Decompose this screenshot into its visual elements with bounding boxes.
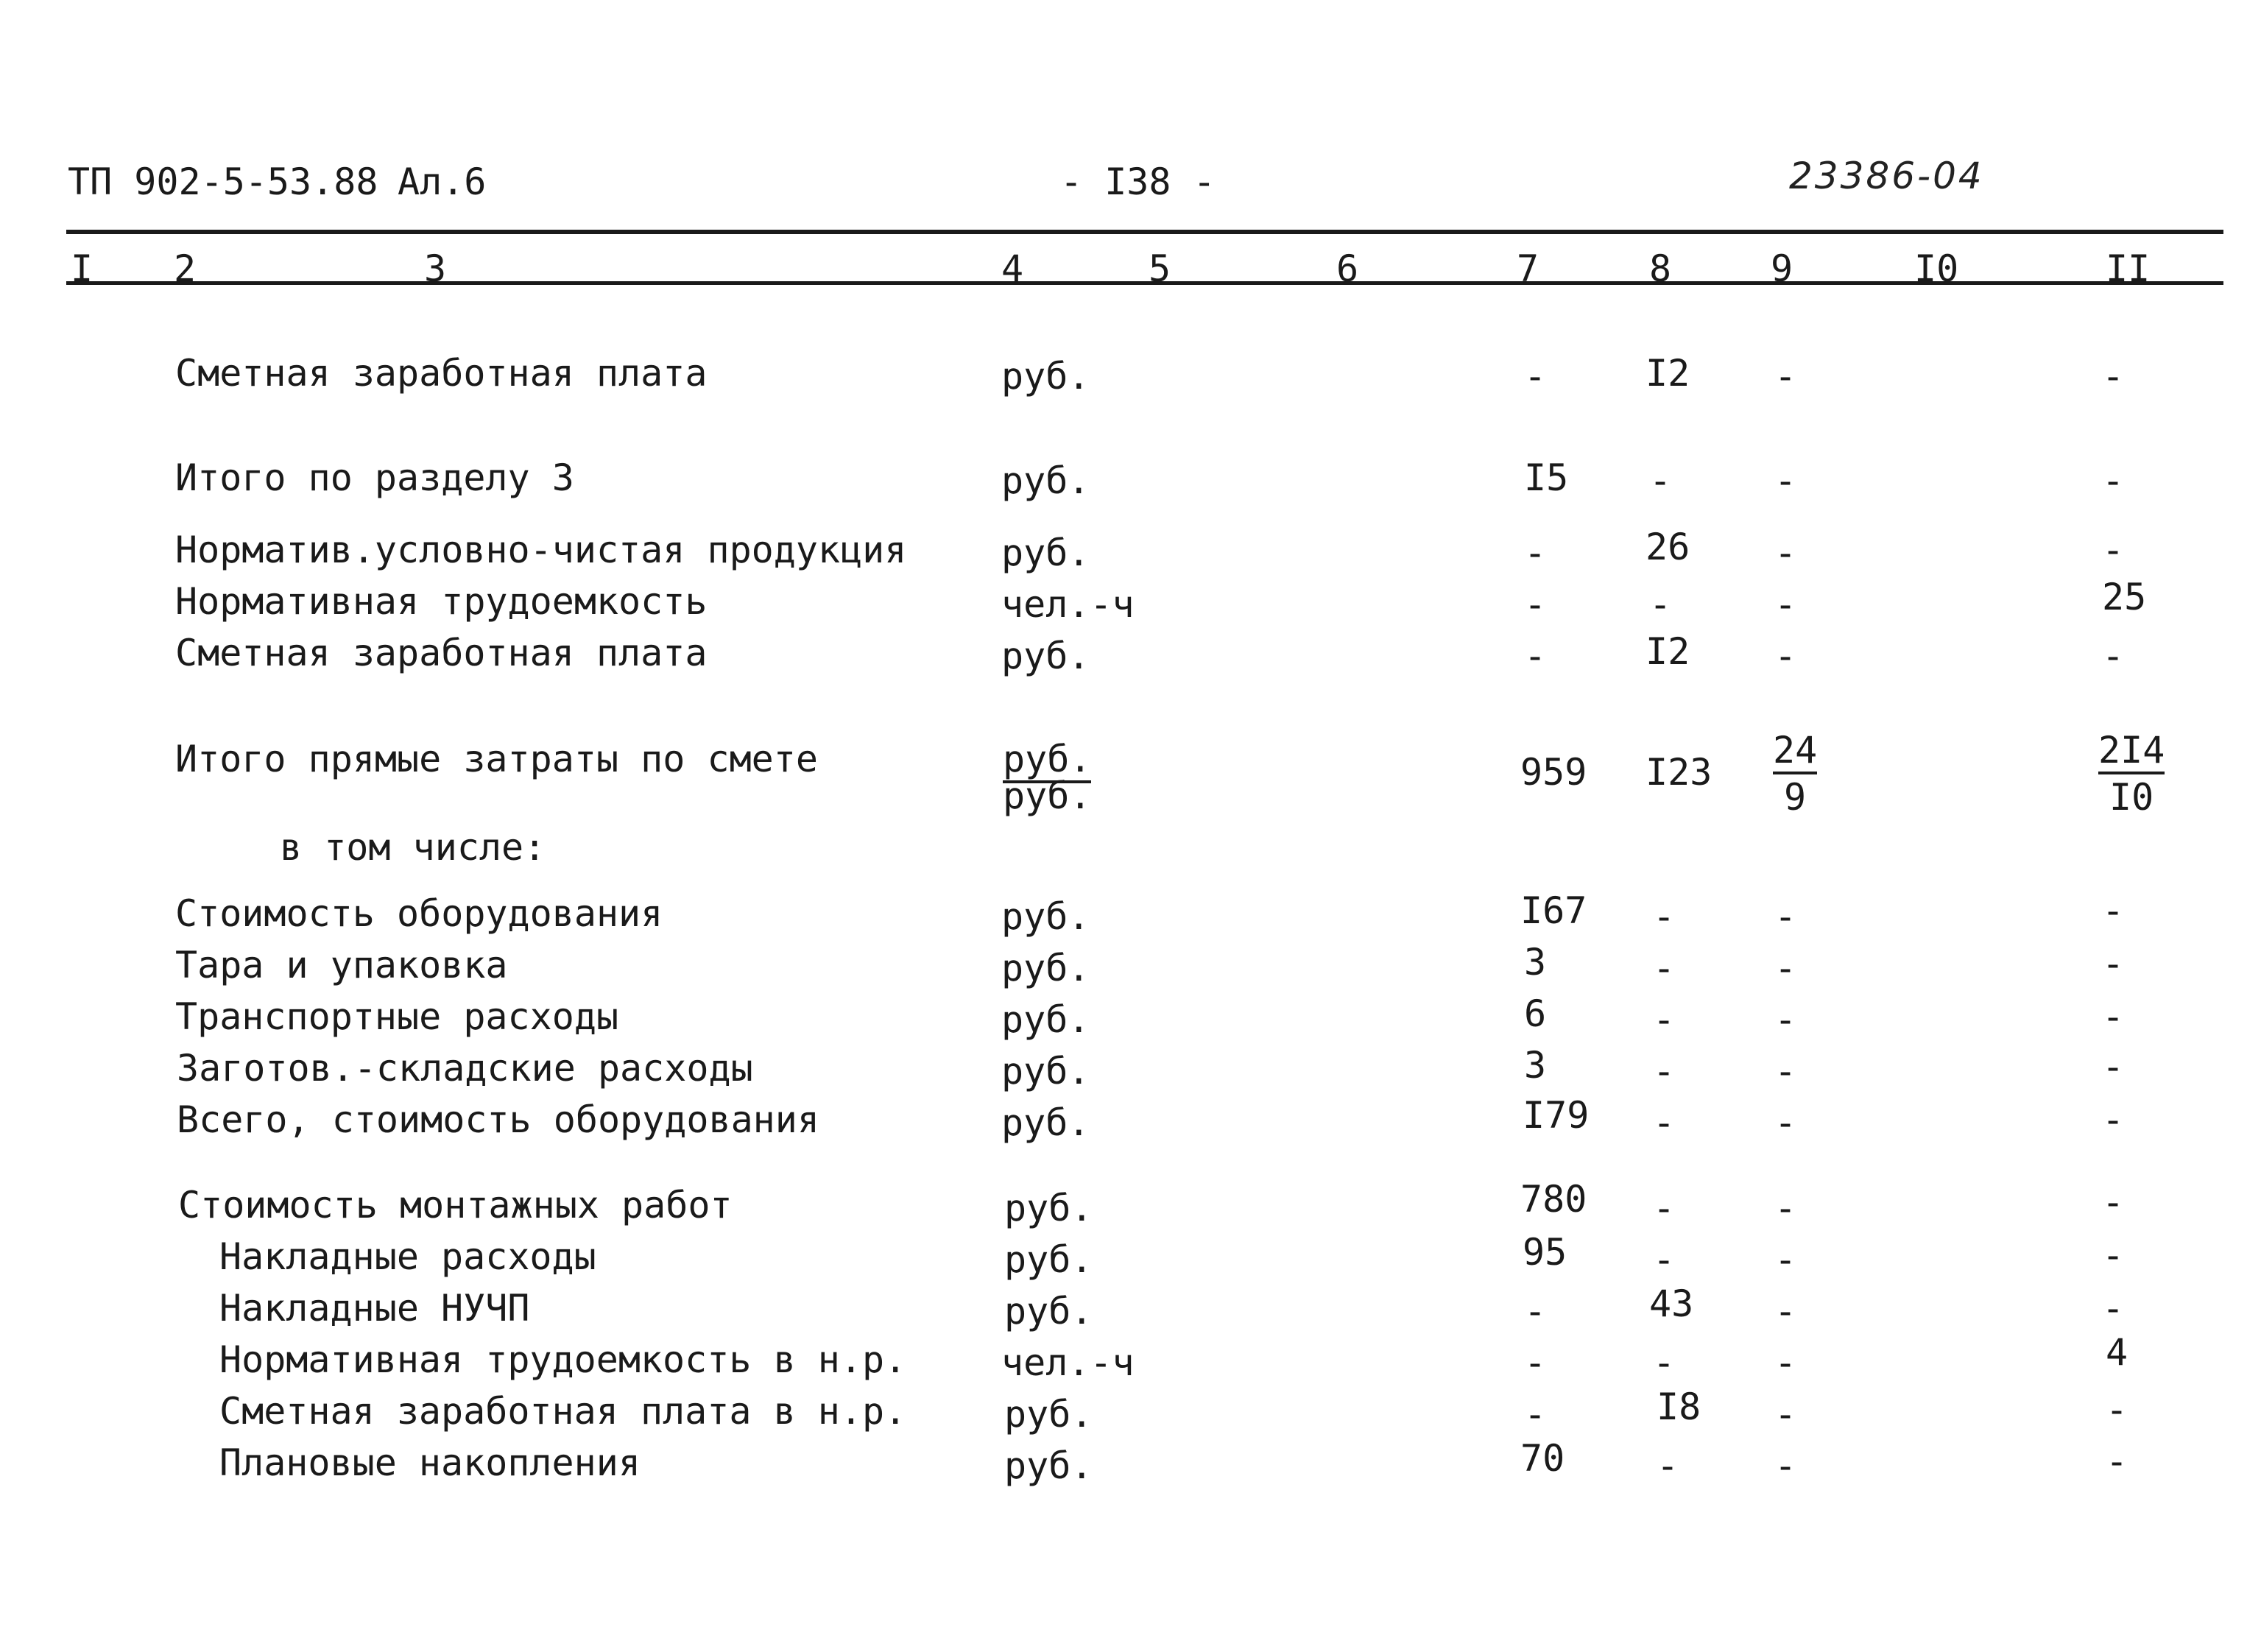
cell-col9: - (1774, 895, 1797, 938)
cell-col9: - (1774, 1290, 1797, 1332)
cell-col7: 6 (1524, 992, 1547, 1035)
cell-col8: - (1653, 1050, 1676, 1092)
cell-col11: - (2102, 635, 2125, 677)
document-code: ТП 902-5-53.88 (68, 160, 378, 203)
header-rule-bottom (66, 281, 2223, 285)
cell-col7: - (1524, 532, 1547, 574)
column-number: 8 (1649, 247, 1672, 290)
row-label: Заготов.-складские расходы (177, 1047, 753, 1090)
cell-col11: - (2102, 1234, 2125, 1277)
subheading-in-that-number: в том числе: (280, 826, 546, 869)
cell-col8: - (1653, 895, 1676, 938)
fraction-denominator: I0 (2109, 776, 2154, 819)
row-label: Нормативная трудоемкость (175, 580, 708, 623)
row-label: Накладные НУЧП (219, 1287, 530, 1330)
fraction-denominator: руб. (1003, 774, 1092, 817)
cell-col8: I2 (1646, 630, 1690, 673)
row-label: Итого по разделу 3 (175, 456, 574, 499)
column-number: II (2106, 247, 2151, 290)
cell-col7: - (1524, 1341, 1547, 1384)
row-label: Стоимость оборудования (175, 892, 663, 935)
cell-col9: - (1774, 355, 1797, 398)
cell-col11: - (2102, 1287, 2125, 1330)
column-number: 7 (1517, 247, 1539, 290)
row-unit: руб. (1004, 1238, 1093, 1281)
cell-col8: - (1653, 1187, 1676, 1229)
cell-col8: 26 (1646, 526, 1690, 568)
cell-col9: - (1774, 1050, 1797, 1092)
column-number: 6 (1336, 247, 1359, 290)
cell-col8: - (1653, 1238, 1676, 1281)
column-number: 5 (1149, 247, 1171, 290)
row-unit: руб. (1001, 998, 1090, 1041)
row-label: Сметная заработная плата (175, 352, 708, 395)
cell-col8: I23 (1646, 751, 1712, 794)
cell-col11-fraction (2098, 729, 2165, 819)
cell-col7: 959 (1520, 751, 1587, 794)
row-unit-fraction (1003, 738, 1092, 817)
cell-col7: - (1524, 1290, 1547, 1332)
cell-col8: - (1653, 1101, 1676, 1144)
row-unit: руб. (1001, 635, 1090, 677)
cell-col11: - (2102, 942, 2125, 985)
column-number: 2 (174, 247, 197, 290)
fraction-numerator: 24 (1773, 732, 1817, 774)
cell-col8: - (1653, 947, 1676, 989)
cell-col9: - (1774, 583, 1797, 626)
row-unit: руб. (1004, 1290, 1093, 1332)
cell-col8: - (1653, 1341, 1676, 1384)
cell-col8: 43 (1649, 1282, 1694, 1325)
row-unit: руб. (1004, 1187, 1093, 1229)
cell-col9-fraction (1773, 729, 1818, 819)
row-label: Накладные расходы (219, 1235, 596, 1278)
cell-col11: - (2106, 1440, 2128, 1483)
cell-col8: I2 (1646, 352, 1690, 395)
handwritten-number: 23386-04 (1789, 155, 1984, 197)
cell-col7: - (1524, 583, 1547, 626)
row-unit: руб. (1001, 947, 1090, 989)
row-label: Тара и упаковка (175, 944, 508, 986)
cell-col9: - (1774, 1444, 1797, 1487)
row-label: Плановые накопления (219, 1441, 641, 1484)
cell-col7: I79 (1523, 1094, 1590, 1137)
page-number: - I38 - (1060, 160, 1216, 203)
cell-col11: - (2102, 1045, 2125, 1088)
fraction-numerator: руб. (1003, 741, 1091, 783)
column-number: 9 (1771, 247, 1793, 290)
cell-col8: - (1653, 998, 1676, 1041)
cell-col11: - (2102, 889, 2125, 932)
row-unit: руб. (1004, 1444, 1093, 1487)
cell-col9: - (1774, 1238, 1797, 1281)
column-number: I (71, 247, 94, 290)
row-unit: руб. (1001, 1050, 1090, 1092)
row-unit: руб. (1001, 532, 1090, 574)
row-label: Итого прямые затраты по смете (175, 738, 818, 780)
row-unit: руб. (1001, 895, 1090, 938)
fraction-numerator: 2I4 (2098, 732, 2165, 774)
cell-col9: - (1774, 635, 1797, 677)
cell-col7: 780 (1520, 1178, 1587, 1221)
row-unit: руб. (1001, 1101, 1090, 1144)
cell-col11: - (2102, 459, 2125, 502)
row-unit: руб. (1004, 1393, 1093, 1436)
row-unit: чел.-ч (1001, 1341, 1135, 1384)
cell-col9: - (1774, 998, 1797, 1041)
cell-col7: - (1524, 355, 1547, 398)
cell-col11: 25 (2102, 576, 2147, 618)
cell-col7: - (1524, 635, 1547, 677)
row-label: Стоимость монтажных работ (178, 1184, 733, 1226)
cell-col7: 3 (1524, 1044, 1547, 1087)
cell-col8: - (1657, 1444, 1679, 1487)
fraction-denominator: 9 (1784, 776, 1807, 819)
cell-col11: - (2102, 995, 2125, 1038)
row-label: Нормативная трудоемкость в н.р. (219, 1338, 907, 1381)
cell-col8: - (1649, 583, 1672, 626)
cell-col9: - (1774, 1341, 1797, 1384)
row-unit: руб. (1001, 355, 1090, 398)
cell-col9: - (1774, 532, 1797, 574)
cell-col7: 95 (1523, 1231, 1567, 1274)
cell-col11: - (2102, 1181, 2125, 1224)
cell-col7: I5 (1524, 456, 1569, 499)
cell-col7: 70 (1520, 1437, 1565, 1480)
column-number: 3 (424, 247, 447, 290)
row-unit: чел.-ч (1001, 583, 1135, 626)
cell-col11: 4 (2106, 1331, 2128, 1374)
cell-col9: - (1774, 1393, 1797, 1436)
cell-col11: - (2102, 1098, 2125, 1141)
cell-col9: - (1774, 1187, 1797, 1229)
header-rule-top (66, 230, 2223, 234)
cell-col9: - (1774, 947, 1797, 989)
cell-col11: - (2102, 355, 2125, 398)
cell-col7: - (1524, 1393, 1547, 1436)
cell-col9: - (1774, 459, 1797, 502)
column-number: 4 (1001, 247, 1024, 290)
cell-col8: - (1649, 459, 1672, 502)
row-label: Всего, стоимость оборудования (177, 1098, 819, 1141)
row-label: Сметная заработная плата (175, 632, 708, 674)
cell-col9: - (1774, 1101, 1797, 1144)
cell-col7: 3 (1524, 941, 1547, 984)
row-unit: руб. (1001, 459, 1090, 502)
cell-col11: - (2106, 1388, 2128, 1431)
column-number: I0 (1914, 247, 1959, 290)
cell-col7: I67 (1520, 889, 1587, 932)
row-label: Норматив.условно-чистая продукция (175, 529, 907, 571)
album-number: Ал.6 (398, 160, 487, 203)
row-label: Сметная заработная плата в н.р. (219, 1390, 907, 1433)
cell-col8: I8 (1657, 1386, 1701, 1428)
cell-col11: - (2102, 529, 2125, 571)
row-label: Транспортные расходы (175, 995, 619, 1038)
